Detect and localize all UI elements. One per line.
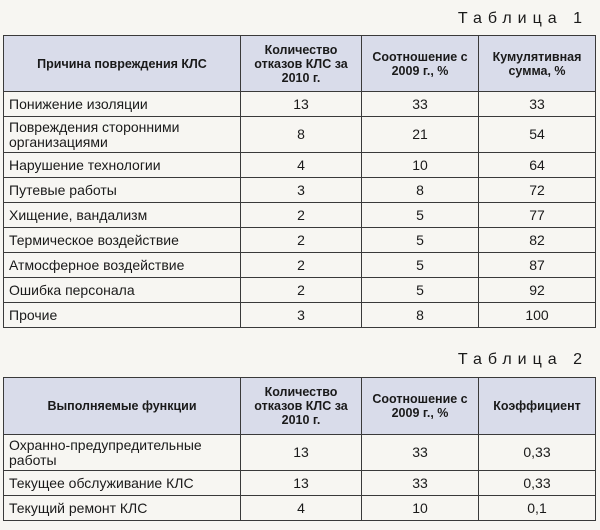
table2-header-ratio: Соотношение с 2009 г., % [362, 378, 479, 435]
table1-header-row [4, 36, 596, 92]
table1-row [4, 303, 596, 328]
table1-header-failures: Количество отказов КЛС за 2010 г. [241, 36, 362, 92]
table1-cell: Термическое воздействие [4, 228, 241, 253]
table1-cell: 5 [362, 253, 479, 278]
table2-cell: Охранно-предупредительные работы [4, 435, 241, 471]
table1-cell: Атмосферное воздействие [4, 253, 241, 278]
table1-cell: 100 [479, 303, 596, 328]
table1-cell: 3 [241, 178, 362, 203]
table1-cell: 8 [362, 303, 479, 328]
table2-cell: Текущее обслуживание КЛС [4, 471, 241, 496]
table1-cell: 2 [241, 228, 362, 253]
table1-cell: Нарушение технологии [4, 153, 241, 178]
table1-header-cause: Причина повреждения КЛС [4, 36, 241, 92]
table1-cell: Понижение изоляции [4, 92, 241, 117]
table1-cell: 8 [241, 117, 362, 153]
table2-cell: 10 [362, 496, 479, 521]
table2-header-failures: Количество отказов КЛС за 2010 г. [241, 378, 362, 435]
table2-header-function: Выполняемые функции [4, 378, 241, 435]
table1-cell: 33 [362, 92, 479, 117]
table1-cell: Путевые работы [4, 178, 241, 203]
table2-cell: 0,1 [479, 496, 596, 521]
table1-cell: Хищение, вандализм [4, 203, 241, 228]
table2-row [4, 496, 596, 521]
table1-cell: Ошибка персонала [4, 278, 241, 303]
table1-cell: 4 [241, 153, 362, 178]
table1-cell: 72 [479, 178, 596, 203]
table1-cell: 3 [241, 303, 362, 328]
table2-cell: 0,33 [479, 435, 596, 471]
table2-cell: 33 [362, 471, 479, 496]
table1-cell: 5 [362, 278, 479, 303]
table1-cell: 2 [241, 253, 362, 278]
table2-row [4, 471, 596, 496]
table1-header-cumulative: Кумулятивная сумма, % [479, 36, 596, 92]
table1-cell: 2 [241, 278, 362, 303]
table1-cell: 8 [362, 178, 479, 203]
table1-cell: 2 [241, 203, 362, 228]
table2 [3, 377, 596, 521]
table1-row [4, 203, 596, 228]
table1-cell: 77 [479, 203, 596, 228]
table2-cell: 4 [241, 496, 362, 521]
table2-cell: Текущий ремонт КЛС [4, 496, 241, 521]
table1 [3, 35, 596, 328]
table1-cell: 82 [479, 228, 596, 253]
table2-cell: 13 [241, 435, 362, 471]
table2-cell: 33 [362, 435, 479, 471]
table2-cell: 0,33 [479, 471, 596, 496]
table2-cell: 13 [241, 471, 362, 496]
table1-row [4, 228, 596, 253]
table1-cell: 13 [241, 92, 362, 117]
table1-cell: 54 [479, 117, 596, 153]
table1-caption: Таблица 1 [457, 10, 588, 27]
table1-cell: 5 [362, 228, 479, 253]
table1-body [4, 92, 596, 328]
table1-row [4, 278, 596, 303]
table1-row [4, 153, 596, 178]
table1-cell: 87 [479, 253, 596, 278]
table1-cell: 5 [362, 203, 479, 228]
table1-cell: Повреждения сторонними организациями [4, 117, 241, 153]
table1-header-ratio: Соотношение с 2009 г., % [362, 36, 479, 92]
table1-cell: 10 [362, 153, 479, 178]
table1-row [4, 178, 596, 203]
table2-header-coefficient: Коэффициент [479, 378, 596, 435]
table1-cell: Прочие [4, 303, 241, 328]
table2-caption: Таблица 2 [457, 351, 588, 368]
table1-row [4, 117, 596, 153]
table1-cell: 33 [479, 92, 596, 117]
table1-row [4, 92, 596, 117]
table1-cell: 92 [479, 278, 596, 303]
table1-row [4, 253, 596, 278]
table1-cell: 21 [362, 117, 479, 153]
table2-row [4, 435, 596, 471]
table2-header-row [4, 378, 596, 435]
table1-cell: 64 [479, 153, 596, 178]
table2-body [4, 435, 596, 521]
